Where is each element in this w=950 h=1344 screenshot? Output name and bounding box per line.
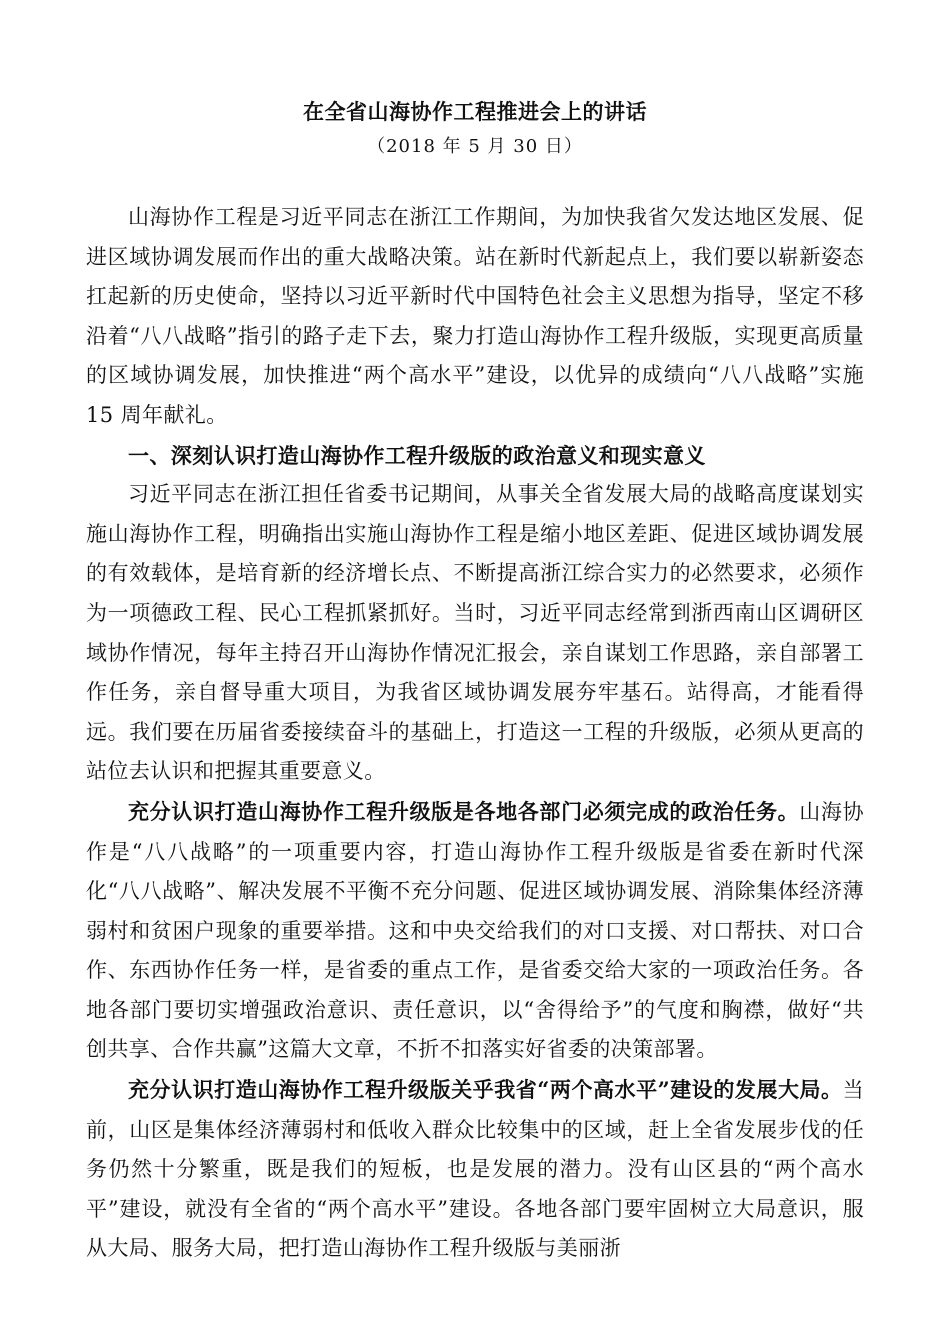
paragraph-development-overall [86,1070,864,1269]
paragraph-intro [86,198,864,436]
section-heading-1 [86,436,864,476]
paragraph-lead-bold: 充分认识打造山海协作工程升级版关乎我省“两个高水平”建设的发展大局。 [128,1077,843,1103]
paragraph-lead-bold: 充分认识打造山海协作工程升级版是各地各部门必须完成的政治任务。 [128,798,800,824]
paragraph-text: 山海协作工程是习近平同志在浙江工作期间，为加快我省欠发达地区发展、促进区域协调发展而作出的重大战略决策。站在新时代新起点上，我们要以崭新姿态扛起新的历史使命，坚持以习近平新时代中国特色社会主义思想为指导，坚定不移沿着“八八战略”指引的路子走下去，聚力打造山海协作工程升级版，实现更高质量的区域协调发展，加快推进“两个高水平”建设，以优异的成绩向“八八战略”实施 15 周年献礼。 [86,205,864,427]
section-heading-text: 一、深刻认识打造山海协作工程升级版的政治意义和现实意义 [128,442,706,468]
paragraph-section-1 [86,475,864,792]
paragraph-political-task [86,792,864,1070]
paragraph-text: 习近平同志在浙江担任省委书记期间，从事关全省发展大局的战略高度谋划实施山海协作工程，明确指出实施山海协作工程是缩小地区差距、促进区域协调发展的有效载体，是培育新的经济增长点、不断提高浙江综合实力的必然要求，必须作为一项德政工程、民心工程抓紧抓好。当时，习近平同志经常到浙西南山区调研区域协作情况，每年主持召开山海协作情况汇报会，亲自谋划工作思路，亲自部署工作任务，亲自督导重大项目，为我省区域协调发展夯牢基石。站得高，才能看得远。我们要在历届省委接续奋斗的基础上，打造这一工程的升级版，必须从更高的站位去认识和把握其重要意义。 [86,482,864,784]
document-title: 在全省山海协作工程推进会上的讲话 [303,99,647,124]
document-body [86,198,864,1269]
paragraph-text: 当前，山区是集体经济薄弱村和低收入群众比较集中的区域，赶上全省发展步伐的任务仍然十分繁重，既是我们的短板，也是发展的潜力。没有山区县的“两个高水平”建设，就没有全省的“两个高水平”建设。各地各部门要牢固树立大局意识，服从大局、服务大局，把打造山海协作工程升级版与美丽浙 [86,1078,864,1261]
paragraph-text: 山海协作是“八八战略”的一项重要内容，打造山海协作工程升级版是省委在新时代深化“八八战略”、解决发展不平衡不充分问题、促进区域协调发展、消除集体经济薄弱村和贫困户现象的重要举措。这和中央交给我们的对口支援、对口帮扶、对口合作、东西协作任务一样，是省委的重点工作，是省委交给大家的一项政治任务。各地各部门要切实增强政治意识、责任意识，以“舍得给予”的气度和胸襟，做好“共创共享、合作共赢”这篇大文章，不折不扣落实好省委的决策部署。 [86,799,864,1062]
document-date: （2018 年 5 月 30 日） [367,136,583,157]
